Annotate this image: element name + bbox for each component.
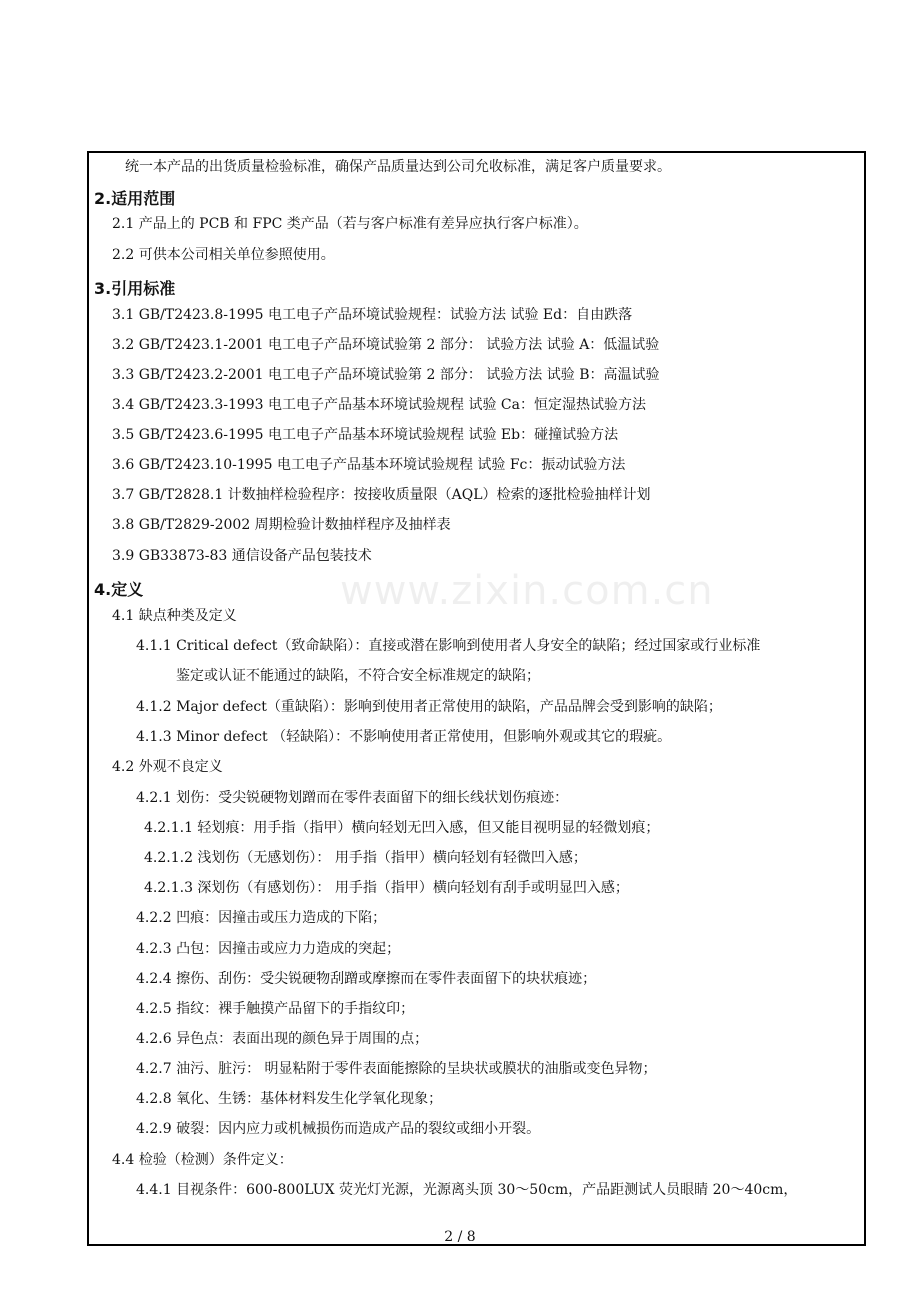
text-line: 鉴定或认证不能通过的缺陷，不符合安全标准规定的缺陷；: [176, 668, 540, 684]
text-line: 4.4.1 目视条件：600-800LUX 荧光灯光源，光源离头顶 30～50cm，产品距测试人员眼睛 20～40cm，: [136, 1182, 798, 1198]
text-line: 4.1.2 Major defect（重缺陷）：影响到使用者正常使用的缺陷，产品品牌会受到影响的缺陷；: [136, 699, 722, 715]
text-line: 4.2 外观不良定义: [112, 759, 223, 775]
text-line: 3.4 GB/T2423.3-1993 电工电子产品基本环境试验规程 试验 Ca：恒定湿热试验方法: [112, 397, 646, 413]
text-line: 4.2.3 凸包：因撞击或应力力造成的突起；: [136, 941, 401, 957]
text-line: 4.2.1.2 浅划伤（无感划伤）： 用手指（指甲）横向轻划有轻微凹入感；: [144, 850, 587, 866]
text-line: 4.2.2 凹痕：因撞击或压力造成的下陷；: [136, 910, 387, 926]
text-line: 3.8 GB/T2829-2002 周期检验计数抽样程序及抽样表: [112, 517, 451, 533]
text-line: 3.7 GB/T2828.1 计数抽样检验程序：按接收质量限（AQL）检索的逐批检验抽样计划: [112, 487, 651, 503]
text-line: 2.1 产品上的 PCB 和 FPC 类产品（若与客户标准有差异应执行客户标准）。: [112, 216, 588, 232]
section-heading: 3.引用标准: [94, 279, 176, 298]
page-number: 2 / 8: [444, 1229, 476, 1245]
text-line: 3.2 GB/T2423.1-2001 电工电子产品环境试验第 2 部分： 试验方法 试验 A：低温试验: [112, 337, 660, 353]
section-heading: 4.定义: [94, 580, 144, 599]
watermark: www.zixin.com.cn: [340, 568, 714, 614]
text-line: 4.1.1 Critical defect（致命缺陷）：直接或潜在影响到使用者人身安全的缺陷；经过国家或行业标准: [136, 638, 761, 654]
text-line: 4.4 检验（检测）条件定义：: [112, 1152, 293, 1168]
text-line: 4.2.4 擦伤、刮伤：受尖锐硬物刮蹭或摩擦而在零件表面留下的块状痕迹；: [136, 971, 597, 987]
text-line: 4.2.6 异色点：表面出现的颜色异于周围的点；: [136, 1031, 429, 1047]
text-line: 4.1 缺点种类及定义: [112, 608, 237, 624]
text-line: 4.2.1.3 深划伤（有感划伤）： 用手指（指甲）横向轻划有刮手或明显凹入感；: [144, 880, 629, 896]
text-line: 4.2.7 油污、脏污： 明显粘附于零件表面能擦除的呈块状或膜状的油脂或变色异物；: [136, 1061, 657, 1077]
text-line: 3.1 GB/T2423.8-1995 电工电子产品环境试验规程：试验方法 试验 Ed：自由跌落: [112, 307, 633, 323]
text-line: 4.2.9 破裂：因内应力或机械损伤而造成产品的裂纹或细小开裂。: [136, 1121, 541, 1137]
section-heading: 2.适用范围: [94, 189, 176, 208]
text-line: 统一本产品的出货质量检验标准，确保产品质量达到公司允收标准，满足客户质量要求。: [125, 159, 671, 175]
text-line: 4.2.5 指纹：裸手触摸产品留下的手指纹印；: [136, 1001, 415, 1017]
text-line: 3.5 GB/T2423.6-1995 电工电子产品基本环境试验规程 试验 Eb：碰撞试验方法: [112, 427, 619, 443]
text-line: 4.2.1 划伤：受尖锐硬物划蹭而在零件表面留下的细长线状划伤痕迹：: [136, 790, 569, 806]
text-line: 3.6 GB/T2423.10-1995 电工电子产品基本环境试验规程 试验 Fc：振动试验方法: [112, 457, 626, 473]
text-line: 3.3 GB/T2423.2-2001 电工电子产品环境试验第 2 部分： 试验方法 试验 B：高温试验: [112, 367, 660, 383]
text-line: 2.2 可供本公司相关单位参照使用。: [112, 247, 335, 263]
text-line: 3.9 GB33873-83 通信设备产品包装技术: [112, 548, 372, 564]
text-line: 4.2.8 氧化、生锈：基体材料发生化学氧化现象；: [136, 1091, 443, 1107]
text-line: 4.2.1.1 轻划痕：用手指（指甲）横向轻划无凹入感，但又能目视明显的轻微划痕；: [144, 820, 660, 836]
text-line: 4.1.3 Minor defect （轻缺陷）：不影响使用者正常使用，但影响外观或其它的瑕疵。: [136, 729, 672, 745]
